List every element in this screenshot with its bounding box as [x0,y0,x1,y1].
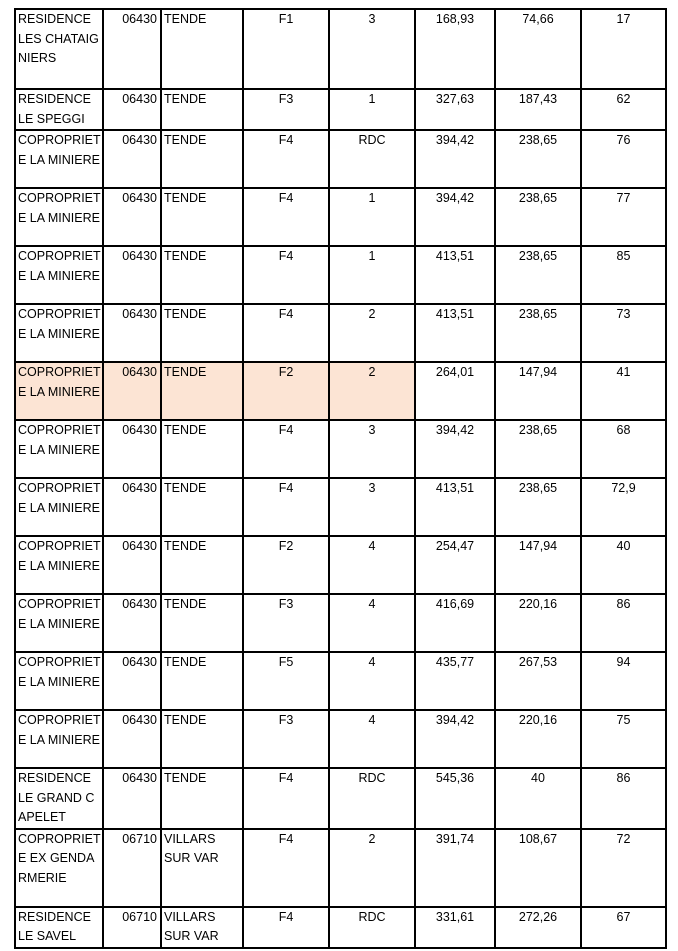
floor-cell: 3 [329,9,415,89]
city-cell: TENDE [161,246,243,304]
table-row [15,9,666,89]
value-1-cell: 416,69 [415,594,495,652]
value-3-cell: 75 [581,710,666,768]
floor-cell: 4 [329,652,415,710]
value-3-cell: 72 [581,829,666,907]
postal-code-cell: 06430 [103,89,161,130]
postal-code-cell: 06710 [103,907,161,948]
value-2-cell: 220,16 [495,710,581,768]
table-body [15,9,666,948]
city-cell: TENDE [161,362,243,420]
postal-code-cell: 06430 [103,246,161,304]
postal-code-cell: 06430 [103,362,161,420]
table-row [15,829,666,907]
residence-name-cell: COPROPRIETE LA MINIERE [15,594,103,652]
floor-cell: 2 [329,362,415,420]
city-cell: TENDE [161,536,243,594]
residence-name-cell: COPROPRIETE LA MINIERE [15,478,103,536]
value-3-cell: 86 [581,768,666,829]
value-2-cell: 108,67 [495,829,581,907]
floor-cell: 2 [329,829,415,907]
table-row [15,304,666,362]
city-cell: TENDE [161,130,243,188]
floor-cell: 2 [329,304,415,362]
value-2-cell: 147,94 [495,362,581,420]
postal-code-cell: 06710 [103,829,161,907]
city-cell: TENDE [161,594,243,652]
value-2-cell: 238,65 [495,304,581,362]
value-1-cell: 413,51 [415,246,495,304]
unit-type-cell: F3 [243,89,329,130]
value-3-cell: 94 [581,652,666,710]
value-1-cell: 394,42 [415,710,495,768]
residence-name-cell: COPROPRIETE LA MINIERE [15,710,103,768]
table-row [15,536,666,594]
value-2-cell: 272,26 [495,907,581,948]
value-3-cell: 85 [581,246,666,304]
unit-type-cell: F4 [243,304,329,362]
value-3-cell: 62 [581,89,666,130]
value-1-cell: 264,01 [415,362,495,420]
value-1-cell: 394,42 [415,420,495,478]
value-3-cell: 17 [581,9,666,89]
value-2-cell: 238,65 [495,130,581,188]
unit-type-cell: F2 [243,362,329,420]
floor-cell: 4 [329,710,415,768]
floor-cell: 4 [329,536,415,594]
floor-cell: 3 [329,478,415,536]
table-row [15,478,666,536]
value-1-cell: 413,51 [415,304,495,362]
city-cell: TENDE [161,89,243,130]
postal-code-cell: 06430 [103,652,161,710]
unit-type-cell: F4 [243,188,329,246]
table-row [15,768,666,829]
value-3-cell: 68 [581,420,666,478]
value-1-cell: 394,42 [415,130,495,188]
table-row [15,246,666,304]
value-2-cell: 238,65 [495,478,581,536]
unit-type-cell: F4 [243,829,329,907]
floor-cell: 3 [329,420,415,478]
city-cell: TENDE [161,478,243,536]
residence-name-cell: COPROPRIETE LA MINIERE [15,362,103,420]
value-1-cell: 327,63 [415,89,495,130]
city-cell: TENDE [161,188,243,246]
unit-type-cell: F4 [243,246,329,304]
city-cell: TENDE [161,652,243,710]
value-1-cell: 168,93 [415,9,495,89]
city-cell: TENDE [161,304,243,362]
postal-code-cell: 06430 [103,594,161,652]
value-1-cell: 394,42 [415,188,495,246]
residence-name-cell: RESIDENCE LE SAVEL [15,907,103,948]
value-3-cell: 72,9 [581,478,666,536]
value-2-cell: 220,16 [495,594,581,652]
postal-code-cell: 06430 [103,536,161,594]
residence-name-cell: COPROPRIETE LA MINIERE [15,420,103,478]
city-cell: TENDE [161,9,243,89]
residence-name-cell: COPROPRIETE LA MINIERE [15,536,103,594]
postal-code-cell: 06430 [103,768,161,829]
postal-code-cell: 06430 [103,130,161,188]
value-3-cell: 86 [581,594,666,652]
table-row [15,362,666,420]
value-1-cell: 413,51 [415,478,495,536]
value-2-cell: 74,66 [495,9,581,89]
floor-cell: 1 [329,89,415,130]
unit-type-cell: F2 [243,536,329,594]
city-cell: VILLARS SUR VAR [161,907,243,948]
residence-name-cell: COPROPRIETE LA MINIERE [15,304,103,362]
value-3-cell: 40 [581,536,666,594]
table-row [15,907,666,948]
table-row [15,652,666,710]
unit-type-cell: F3 [243,594,329,652]
value-1-cell: 545,36 [415,768,495,829]
postal-code-cell: 06430 [103,420,161,478]
value-1-cell: 391,74 [415,829,495,907]
value-3-cell: 41 [581,362,666,420]
residence-name-cell: RESIDENCE LE SPEGGI [15,89,103,130]
value-2-cell: 187,43 [495,89,581,130]
value-3-cell: 67 [581,907,666,948]
floor-cell: 4 [329,594,415,652]
city-cell: TENDE [161,420,243,478]
residence-name-cell: COPROPRIETE LA MINIERE [15,652,103,710]
unit-type-cell: F1 [243,9,329,89]
value-2-cell: 267,53 [495,652,581,710]
city-cell: TENDE [161,768,243,829]
floor-cell: RDC [329,130,415,188]
residence-name-cell: COPROPRIETE LA MINIERE [15,188,103,246]
value-1-cell: 435,77 [415,652,495,710]
unit-type-cell: F4 [243,478,329,536]
floor-cell: RDC [329,768,415,829]
value-3-cell: 76 [581,130,666,188]
residence-name-cell: COPROPRIETE LA MINIERE [15,130,103,188]
value-1-cell: 254,47 [415,536,495,594]
value-2-cell: 238,65 [495,188,581,246]
table-row [15,188,666,246]
unit-type-cell: F4 [243,768,329,829]
value-1-cell: 331,61 [415,907,495,948]
table-row [15,130,666,188]
value-3-cell: 77 [581,188,666,246]
listings-table [14,8,667,949]
value-2-cell: 238,65 [495,420,581,478]
city-cell: VILLARS SUR VAR [161,829,243,907]
postal-code-cell: 06430 [103,9,161,89]
postal-code-cell: 06430 [103,304,161,362]
table-row [15,420,666,478]
unit-type-cell: F4 [243,420,329,478]
value-2-cell: 147,94 [495,536,581,594]
floor-cell: 1 [329,188,415,246]
postal-code-cell: 06430 [103,188,161,246]
table-row [15,710,666,768]
residence-name-cell: COPROPRIETE LA MINIERE [15,246,103,304]
value-2-cell: 238,65 [495,246,581,304]
table-row [15,89,666,130]
value-3-cell: 73 [581,304,666,362]
postal-code-cell: 06430 [103,710,161,768]
value-2-cell: 40 [495,768,581,829]
table-row [15,594,666,652]
residence-name-cell: COPROPRIETE EX GENDARMERIE [15,829,103,907]
city-cell: TENDE [161,710,243,768]
unit-type-cell: F4 [243,130,329,188]
floor-cell: 1 [329,246,415,304]
postal-code-cell: 06430 [103,478,161,536]
residence-name-cell: RESIDENCE LES CHATAIGNIERS [15,9,103,89]
residence-name-cell: RESIDENCE LE GRAND CAPELET [15,768,103,829]
floor-cell: RDC [329,907,415,948]
unit-type-cell: F3 [243,710,329,768]
unit-type-cell: F5 [243,652,329,710]
unit-type-cell: F4 [243,907,329,948]
